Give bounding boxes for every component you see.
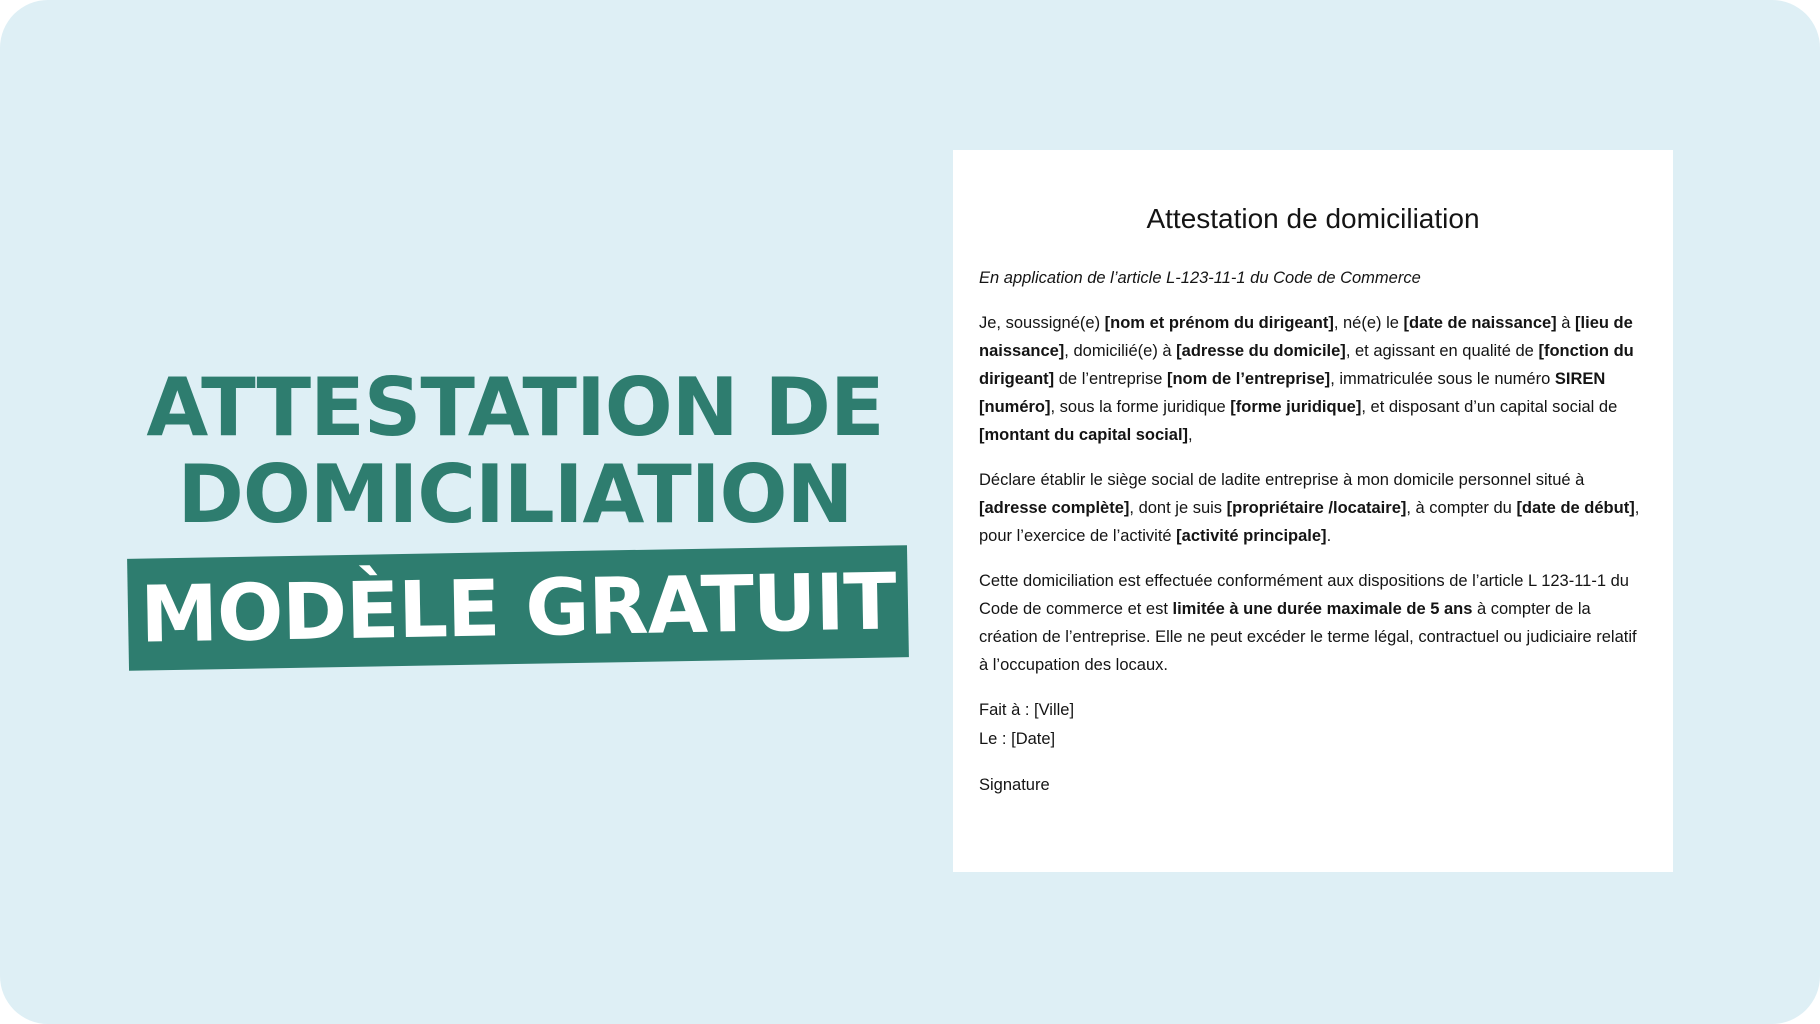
paragraph-duration: [979, 567, 1647, 679]
placeholder-field: [adresse du domicile]: [1176, 341, 1346, 360]
signature-label: Signature: [979, 775, 1050, 794]
placeholder-field: [date de début]: [1516, 498, 1635, 517]
text-run: , pour l’exercice de l’activité: [979, 498, 1640, 545]
document-title: Attestation de domiciliation: [1146, 203, 1480, 234]
headline-line-1: ATTESTATION DE: [146, 361, 884, 454]
placeholder-field: [date de naissance]: [1403, 313, 1557, 332]
placeholder-field: [propriétaire /locataire]: [1226, 498, 1407, 517]
banner-ribbon: [127, 545, 909, 671]
date-line: Le : [Date]: [979, 729, 1056, 748]
text-run: ,: [1188, 425, 1193, 444]
text-run: , domicilié(e) à: [1064, 341, 1177, 360]
emphasis-text: limitée à une durée maximale de 5 ans: [1172, 599, 1473, 618]
text-run: à: [1556, 313, 1576, 332]
placeholder-field: [lieu de naissance]: [979, 313, 1633, 360]
text-run: .: [1326, 526, 1332, 545]
placeholder-field: [forme juridique]: [1230, 397, 1362, 416]
paragraph-declaration: [979, 466, 1647, 550]
text-run: , immatriculée sous le numéro: [1330, 369, 1555, 388]
banner-text: MODÈLE GRATUIT: [139, 557, 897, 661]
text-run: à compter de la création de l’entreprise. Elle ne peut excéder le terme légal, contractuel ou judiciaire relatif à l’occupation des locaux.: [979, 599, 1637, 674]
headline-line-2: DOMICILIATION: [177, 448, 853, 541]
placeholder-field: [nom et prénom du dirigeant]: [1104, 313, 1334, 332]
placeholder-field: [activité principale]: [1176, 526, 1327, 545]
paragraph-identity: [979, 309, 1647, 449]
text-run: de l’entreprise: [1054, 369, 1167, 388]
placeholder-field: [adresse complète]: [979, 498, 1130, 517]
placeholder-field: [nom de l’entreprise]: [1166, 369, 1331, 388]
text-run: Je, soussigné(e): [979, 313, 1105, 332]
place-line: Fait à : [Ville]: [979, 700, 1075, 719]
placeholder-field: [montant du capital social]: [979, 425, 1189, 444]
text-run: , né(e) le: [1333, 313, 1404, 332]
text-run: Cette domiciliation est effectuée conformément aux dispositions de l’article L 123-11-1 du Code de commerce et est: [979, 571, 1629, 618]
text-run: Déclare établir le siège social de ladite entreprise à mon domicile personnel situé à: [979, 470, 1585, 489]
placeholder-field: SIREN [numéro]: [979, 369, 1606, 416]
document-page: [953, 150, 1673, 872]
text-run: , dont je suis: [1129, 498, 1227, 517]
text-run: , sous la forme juridique: [1050, 397, 1231, 416]
text-run: , à compter du: [1406, 498, 1517, 517]
placeholder-field: [fonction du dirigeant]: [979, 341, 1634, 388]
text-run: , et agissant en qualité de: [1345, 341, 1539, 360]
text-run: , et disposant d’un capital social de: [1361, 397, 1618, 416]
document-intro: En application de l’article L-123-11-1 du Code de Commerce: [979, 268, 1421, 287]
